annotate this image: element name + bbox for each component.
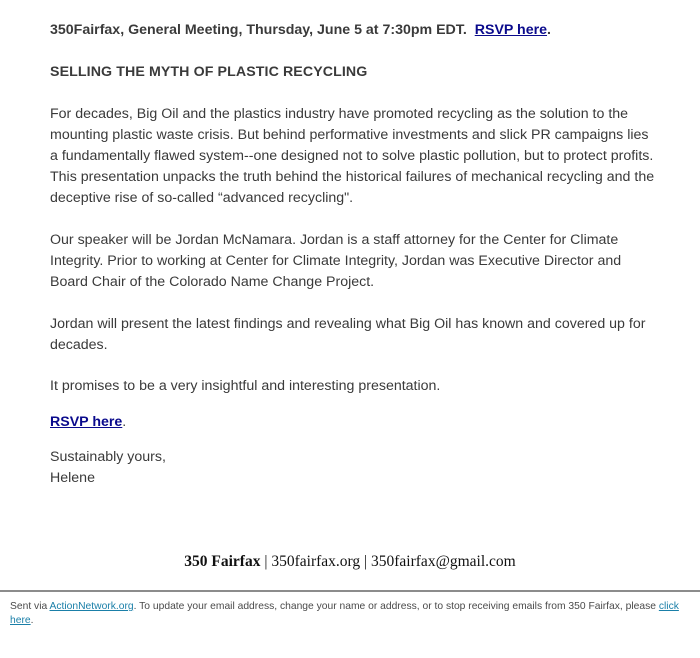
paragraph-closing: It promises to be a very insightful and interesting presentation. [50, 378, 441, 394]
footer-website: 350fairfax.org [271, 553, 361, 570]
paragraph-speaker: Our speaker will be Jordan McNamara. Jordan is a staff attorney for the Center for Climate Integrity. Prior to working at Center for Climate Integrity, Jordan was Executive Director and Board Chair of the Colorado Name Change Project. [50, 232, 622, 290]
presentation-title: SELLING THE MYTH OF PLASTIC RECYCLING [50, 64, 368, 80]
rsvp-line [50, 412, 660, 433]
footer-separator: | [360, 553, 372, 570]
meeting-headline-text: 350Fairfax, General Meeting, Thursday, June 5 at 7:30pm EDT. [50, 22, 467, 38]
rsvp-link-top[interactable]: RSVP here [474, 22, 548, 38]
footer-email: 350fairfax@gmail.com [371, 553, 516, 570]
click-here-link[interactable]: click here [10, 601, 679, 626]
signature [50, 447, 660, 489]
footer-divider [0, 590, 700, 592]
signoff-line: Sustainably yours, [50, 449, 166, 465]
signoff-name: Helene [50, 470, 95, 486]
headline-period: . [547, 22, 551, 38]
notice-prefix: Sent via [10, 601, 50, 612]
rsvp-period: . [122, 414, 127, 430]
notice-suffix: . [30, 615, 34, 626]
rsvp-link-bottom[interactable]: RSVP here [50, 414, 123, 430]
meeting-headline [50, 20, 670, 41]
paragraph-findings: Jordan will present the latest findings and revealing what Big Oil has known and covered up for decades. [50, 316, 646, 353]
footer-brand: 350 Fairfax [184, 553, 261, 570]
footer-separator: | [260, 553, 272, 570]
paragraph-intro: For decades, Big Oil and the plastics industry have promoted recycling as the solution to the mounting plastic waste crisis. But behind performative investments and slick PR campaigns lies a fundamentally flawed system--one designed not to solve plastic pollution, but to protect profits. This presentation unpacks the truth behind the historical failures of mechanical recycling and the deceptive rise of so-called “advanced recycling". [50, 106, 655, 206]
organization-footer [0, 553, 700, 571]
actionnetwork-link[interactable]: ActionNetwork.org [49, 601, 134, 612]
notice-text: . To update your email address, change your name or address, or to stop receiving emails from 350 Fairfax, please [133, 601, 659, 612]
unsubscribe-notice [10, 600, 690, 628]
